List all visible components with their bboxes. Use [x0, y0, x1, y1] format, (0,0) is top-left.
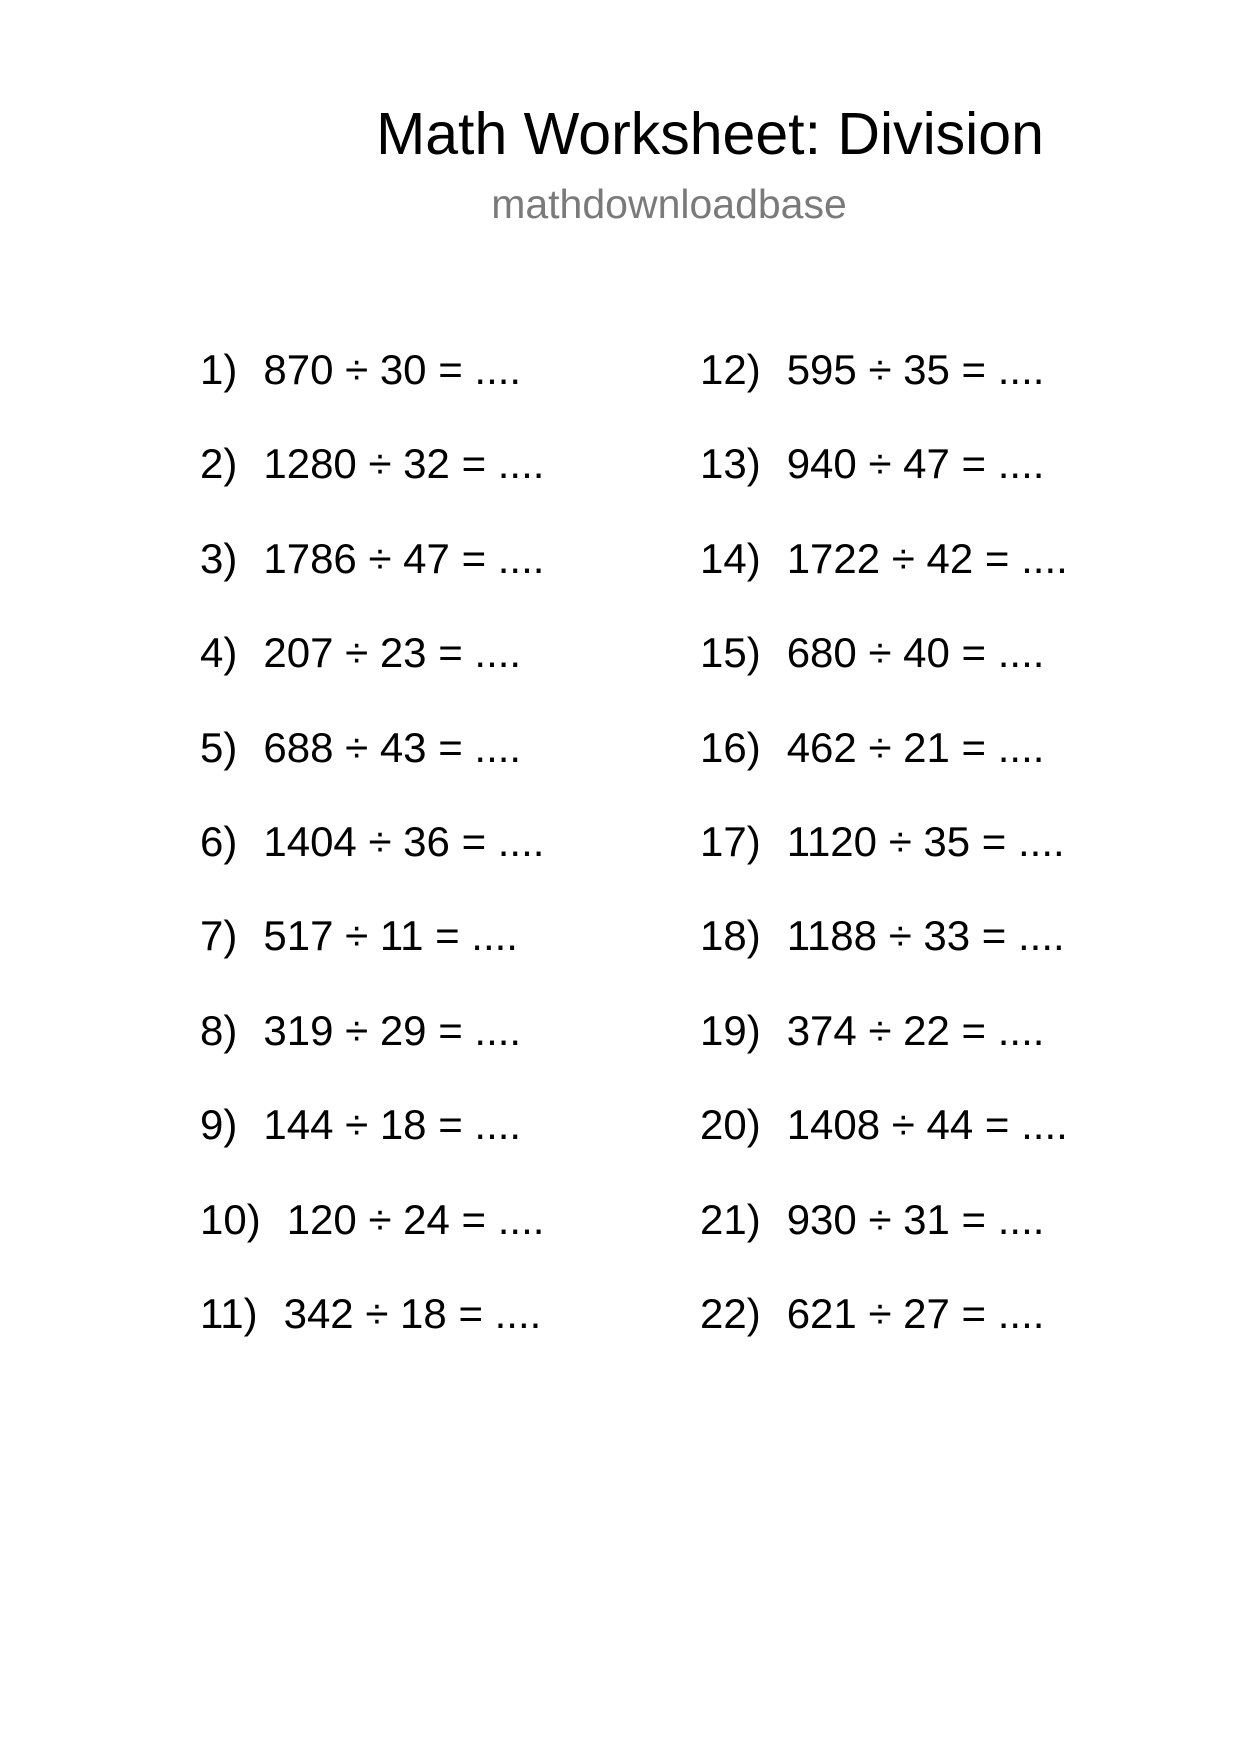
problem-number: 12): [700, 346, 761, 393]
problem-item: [200, 625, 544, 719]
problem-expression: 621 ÷ 27 = ....: [786, 1289, 1045, 1337]
problem-number: 2): [200, 440, 238, 488]
problem-item: [200, 1097, 544, 1191]
problem-number: 13): [700, 440, 761, 488]
problem-number: 6): [200, 817, 238, 865]
problem-item: [700, 814, 1068, 908]
problem-item: [200, 342, 544, 436]
problem-expression: 517 ÷ 11 = ....: [263, 912, 518, 960]
problem-expression: 1786 ÷ 47 = ....: [263, 534, 545, 582]
problem-expression: 1188 ÷ 33 = ....: [786, 912, 1065, 960]
problem-expression: 1280 ÷ 32 = ....: [263, 440, 545, 488]
problem-expression: 319 ÷ 29 = ....: [263, 1006, 522, 1054]
problem-expression: 680 ÷ 40 = ....: [786, 629, 1045, 677]
problem-item: [700, 625, 1068, 719]
problem-expression: 1120 ÷ 35 = ....: [786, 817, 1065, 865]
problem-expression: 870 ÷ 30 = ....: [263, 346, 522, 393]
problem-item: [700, 1097, 1068, 1191]
problem-number: 21): [700, 1195, 761, 1243]
problem-expression: 374 ÷ 22 = ....: [786, 1006, 1045, 1054]
worksheet-title: Math Worksheet: Division: [376, 101, 1044, 167]
problem-number: 11): [200, 1289, 258, 1337]
problem-expression: 1404 ÷ 36 = ....: [263, 817, 545, 865]
problem-number: 15): [700, 629, 761, 677]
problem-item: [700, 342, 1068, 436]
problem-number: 9): [200, 1101, 238, 1149]
problem-column-right: [700, 342, 1068, 1380]
problem-number: 20): [700, 1101, 761, 1149]
problem-number: 5): [200, 723, 238, 771]
problem-item: [200, 814, 544, 908]
problem-number: 22): [700, 1289, 761, 1337]
problem-item: [700, 908, 1068, 1002]
problem-expression: 940 ÷ 47 = ....: [786, 440, 1045, 488]
problem-expression: 342 ÷ 18 = ....: [283, 1289, 542, 1337]
problem-expression: 462 ÷ 21 = ....: [786, 723, 1045, 771]
problem-item: [700, 436, 1068, 530]
problem-item: [200, 1192, 544, 1286]
problem-number: 3): [200, 534, 238, 582]
problem-expression: 688 ÷ 43 = ....: [263, 723, 522, 771]
worksheet-source: mathdownloadbase: [491, 181, 847, 227]
problem-expression: 120 ÷ 24 = ....: [286, 1195, 545, 1243]
problem-item: [200, 1286, 544, 1380]
problem-item: [200, 436, 544, 530]
problem-column-left: [200, 342, 544, 1380]
problem-expression: 1408 ÷ 44 = ....: [786, 1101, 1068, 1149]
problem-item: [700, 531, 1068, 625]
problem-number: 17): [700, 817, 761, 865]
problem-number: 10): [200, 1195, 261, 1243]
problem-number: 1): [200, 346, 238, 393]
problem-number: 14): [700, 534, 761, 582]
problem-expression: 144 ÷ 18 = ....: [263, 1101, 522, 1149]
problem-number: 16): [700, 723, 761, 771]
problem-expression: 595 ÷ 35 = ....: [786, 346, 1045, 393]
problem-number: 7): [200, 912, 238, 960]
problem-item: [700, 1286, 1068, 1380]
problem-expression: 207 ÷ 23 = ....: [263, 629, 522, 677]
problem-expression: 930 ÷ 31 = ....: [786, 1195, 1045, 1243]
problem-number: 19): [700, 1006, 761, 1054]
problem-item: [700, 1192, 1068, 1286]
problem-number: 8): [200, 1006, 238, 1054]
problem-item: [200, 908, 544, 1002]
problem-item: [700, 720, 1068, 814]
problem-item: [200, 720, 544, 814]
problem-number: 18): [700, 912, 761, 960]
problem-expression: 1722 ÷ 42 = ....: [786, 534, 1068, 582]
problem-item: [700, 1003, 1068, 1097]
problem-item: [200, 1003, 544, 1097]
problem-number: 4): [200, 629, 238, 677]
problem-item: [200, 531, 544, 625]
